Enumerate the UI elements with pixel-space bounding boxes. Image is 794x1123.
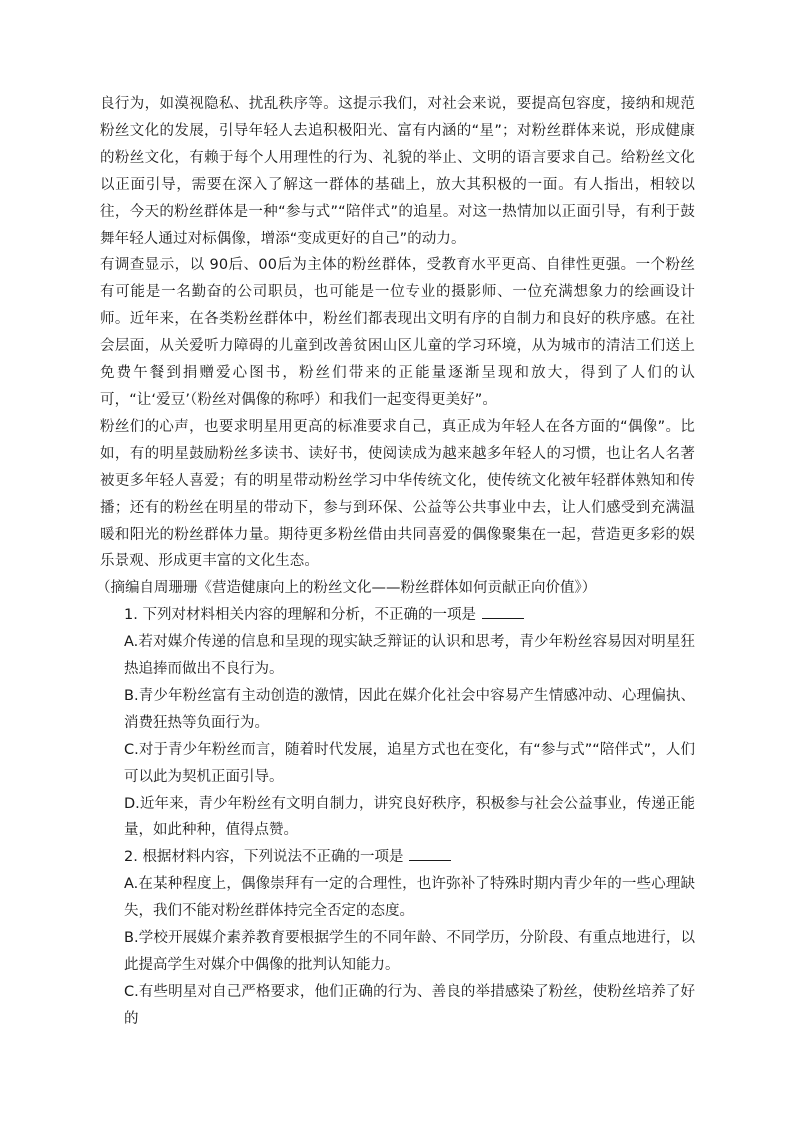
paragraph-1: 良行为，如漠视隐私、扰乱秩序等。这提示我们，对社会来说，要提高包容度，接纳和规范粉丝文化的发展，引导年轻人去追积极阳光、富有内涵的“星”；对粉丝群体来说，形成健康的粉丝文化，有赖于每个人用理性的行为、礼貌的举止、文明的语言要求自己。给粉丝文化以正面引导，需要在深入了解这一群体的基础上，放大其积极的一面。有人指出，相较以往，今天的粉丝群体是一种“参与式”“陪伴式”的追星。对这一热情加以正面引导，有利于鼓舞年轻人通过对标偶像，增添“变成更好的自己”的动力。 xyxy=(100,96,695,247)
question-2-option-a: A.在某种程度上，偶像崇拜有一定的合理性，也许弥补了特殊时期内青少年的一些心理缺失，我们不能对粉丝群体持完全否定的态度。 xyxy=(124,876,695,920)
answer-blank xyxy=(409,845,451,861)
question-2-text: 2. 根据材料内容，下列说法不正确的一项是 xyxy=(124,849,404,866)
question-1-option-d: D.近年来，青少年粉丝有文明自制力，讲究良好秩序，积极参与社会公益事业，传递正能量，如此种种，值得点赞。 xyxy=(124,795,695,839)
document-page xyxy=(96,91,695,1033)
question-2-option-b: B.学校开展媒介素养教育要根据学生的不同年龄、不同学历，分阶段、有重点地进行，以此提高学生对媒介中偶像的批判认知能力。 xyxy=(124,930,695,973)
question-1-option-a: A.若对媒介传递的信息和呈现的现实缺乏辩证的认识和思考，青少年粉丝容易因对明星狂热追捧而做出不良行为。 xyxy=(124,634,695,678)
question-1-option-c: C.对于青少年粉丝而言，随着时代发展，追星方式也在变化，有“参与式”“陪伴式”，人们可以此为契机正面引导。 xyxy=(124,741,695,785)
question-1-stem xyxy=(100,602,695,629)
paragraph-3: 粉丝们的心声，也要求明星用更高的标准要求自己，真正成为年轻人在各方面的“偶像”。比如，有的明星鼓励粉丝多读书、读好书，使阅读成为越来越多年轻人的习惯，也让名人名著被更多年轻人喜爱；有的明星带动粉丝学习中华传统文化，使传统文化被年轻群体熟知和传播；还有的粉丝在明星的带动下，参与到环保、公益等公共事业中去，让人们感受到充满温暖和阳光的粉丝群体力量。期待更多粉丝借由共同喜爱的偶像聚集在一起，营造更多彩的娱乐景观、形成更丰富的文化生态。 xyxy=(100,418,695,570)
source-citation: （摘编自周珊珊《营造健康向上的粉丝文化——粉丝群体如何贡献正向价值》） xyxy=(96,580,597,597)
paragraph-2: 有调查显示，以 90后、00后为主体的粉丝群体，受教育水平更高、自律性更强。一个粉丝有可能是一名勤奋的公司职员，也可能是一位专业的摄影师、一位充满想象力的绘画设计师。近年来，在各类粉丝群体中，粉丝们都表现出文明有序的自制力和良好的秩序感。在社会层面，从关爱听力障碍的儿童到改善贫困山区儿童的学习环境，从为城市的清洁工们送上免费午餐到捐赠爱心图书，粉丝们带来的正能量逐渐呈现和放大，得到了人们的认可，“让‘爱豆’（粉丝对偶像的称呼）和我们一起变得更美好”。 xyxy=(100,257,695,408)
question-2-option-c: C.有些明星对自己严格要求，他们正确的行为、善良的举措感染了粉丝，使粉丝培养了好的 xyxy=(124,983,695,1027)
question-1-option-b: B.青少年粉丝富有主动创造的激情，因此在媒介化社会中容易产生情感冲动、心理偏执、消费狂热等负面行为。 xyxy=(124,687,695,731)
answer-blank xyxy=(482,603,524,619)
question-1-text: 1. 下列对材料相关内容的理解和分析，不正确的一项是 xyxy=(124,607,476,624)
question-2-stem xyxy=(100,844,695,871)
